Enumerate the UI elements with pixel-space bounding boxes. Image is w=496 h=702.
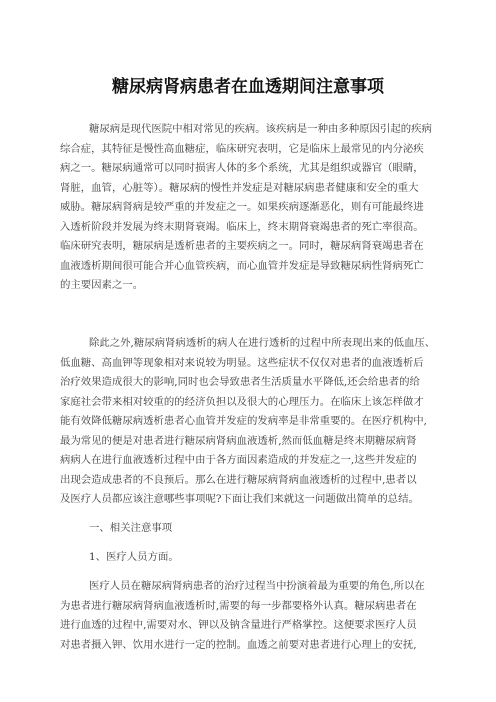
paragraph-3	[60, 577, 460, 655]
text-line: 除此之外,糖尿病肾病透析的病人在进行透析的过程中所表现出来的低血压、	[89, 337, 436, 349]
text-line: 肾脏，血管，心脏等）。糖尿病的慢性并发症是对糖尿病患者健康和安全的重大	[60, 181, 419, 194]
text-line: 威胁。糖尿病肾病是较严重的并发症之一。如果疾病逐渐恶化，则有可能最终进	[60, 201, 424, 213]
paragraph-2	[60, 334, 460, 510]
text-line: 最为常见的便是对患者进行糖尿病肾病血液透析,然而低血糖是终末期糖尿病肾	[60, 434, 417, 447]
text-line: 低血糖、高血钾等现象相对来说较为明显。这些症状不仅仅对患者的血液透析后	[60, 356, 424, 369]
text-line: 医疗人员在糖尿病肾病患者的治疗过程当中扮演着最为重要的角色,所以在	[89, 580, 425, 592]
text-line: 出现会造成患者的不良预后。那么在进行糖尿病肾病血液透析的过程中,患者以	[60, 473, 417, 486]
text-line: 血液透析期间很可能合并心血管疾病，而心血管并发症是导致糖尿病性肾病死亡	[60, 259, 424, 272]
text-line: 为患者进行糖尿病肾病血液透析时,需要的每一步都要格外认真。糖尿病患者在	[60, 599, 417, 612]
text-line: 能有效降低糖尿病透析患者心血管并发症的发病率是非常重要的。在医疗机构中,	[60, 415, 427, 427]
text-line: 病之一。糖尿病通常可以同时损害人体的多个系统，尤其是组织或器官（眼睛，	[60, 162, 424, 174]
section-heading	[60, 519, 460, 539]
subsection-heading	[60, 548, 460, 568]
text-line: 临床研究表明，糖尿病是透析患者的主要疾病之一。同时，糖尿病肾衰竭患者在	[60, 240, 424, 252]
text-line: 进行血透的过程中,需要对水、钾以及钠含量进行严格掌控。这便要求医疗人员	[60, 619, 417, 631]
text-line: 综合症，其特征是慢性高血糖症，临床研究表明，它是临床上最常见的内分泌疾	[60, 142, 424, 155]
paragraph-1	[60, 120, 460, 296]
text-line: 的主要因素之一。	[60, 279, 144, 291]
section-heading-text: 一、相关注意事项	[89, 522, 173, 534]
document-title: 糖尿病肾病患者在血透期间注意事项	[112, 77, 384, 97]
text-line: 糖尿病是现代医院中相对常见的疾病。该疾病是一种由多种原因引起的疾病	[89, 123, 432, 135]
text-line: 对患者摄入钾、饮用水进行一定的控制。血透之前要对患者进行心理上的安抚,	[60, 638, 417, 651]
text-line: 入透析阶段并发展为终末期肾衰竭。临床上，终末期肾衰竭患者的死亡率很高。	[60, 220, 424, 233]
subsection-heading-text: 1、医疗人员方面。	[89, 551, 179, 563]
text-line: 家庭社会带来相对较重的的经济负担以及很大的心理压力。在临床上该怎样做才	[60, 395, 424, 408]
text-line: 及医疗人员都应该注意哪些事项呢?下面让我们来就这一问题做出简单的总结。	[60, 493, 419, 505]
text-line: 病病人在进行血液透析过程中由于各方面因素造成的并发症之一,这些并发症的	[60, 454, 417, 466]
text-line: 治疗效果造成很大的影响,同时也会导致患者生活质量水平降低,还会给患者的给	[60, 376, 420, 388]
